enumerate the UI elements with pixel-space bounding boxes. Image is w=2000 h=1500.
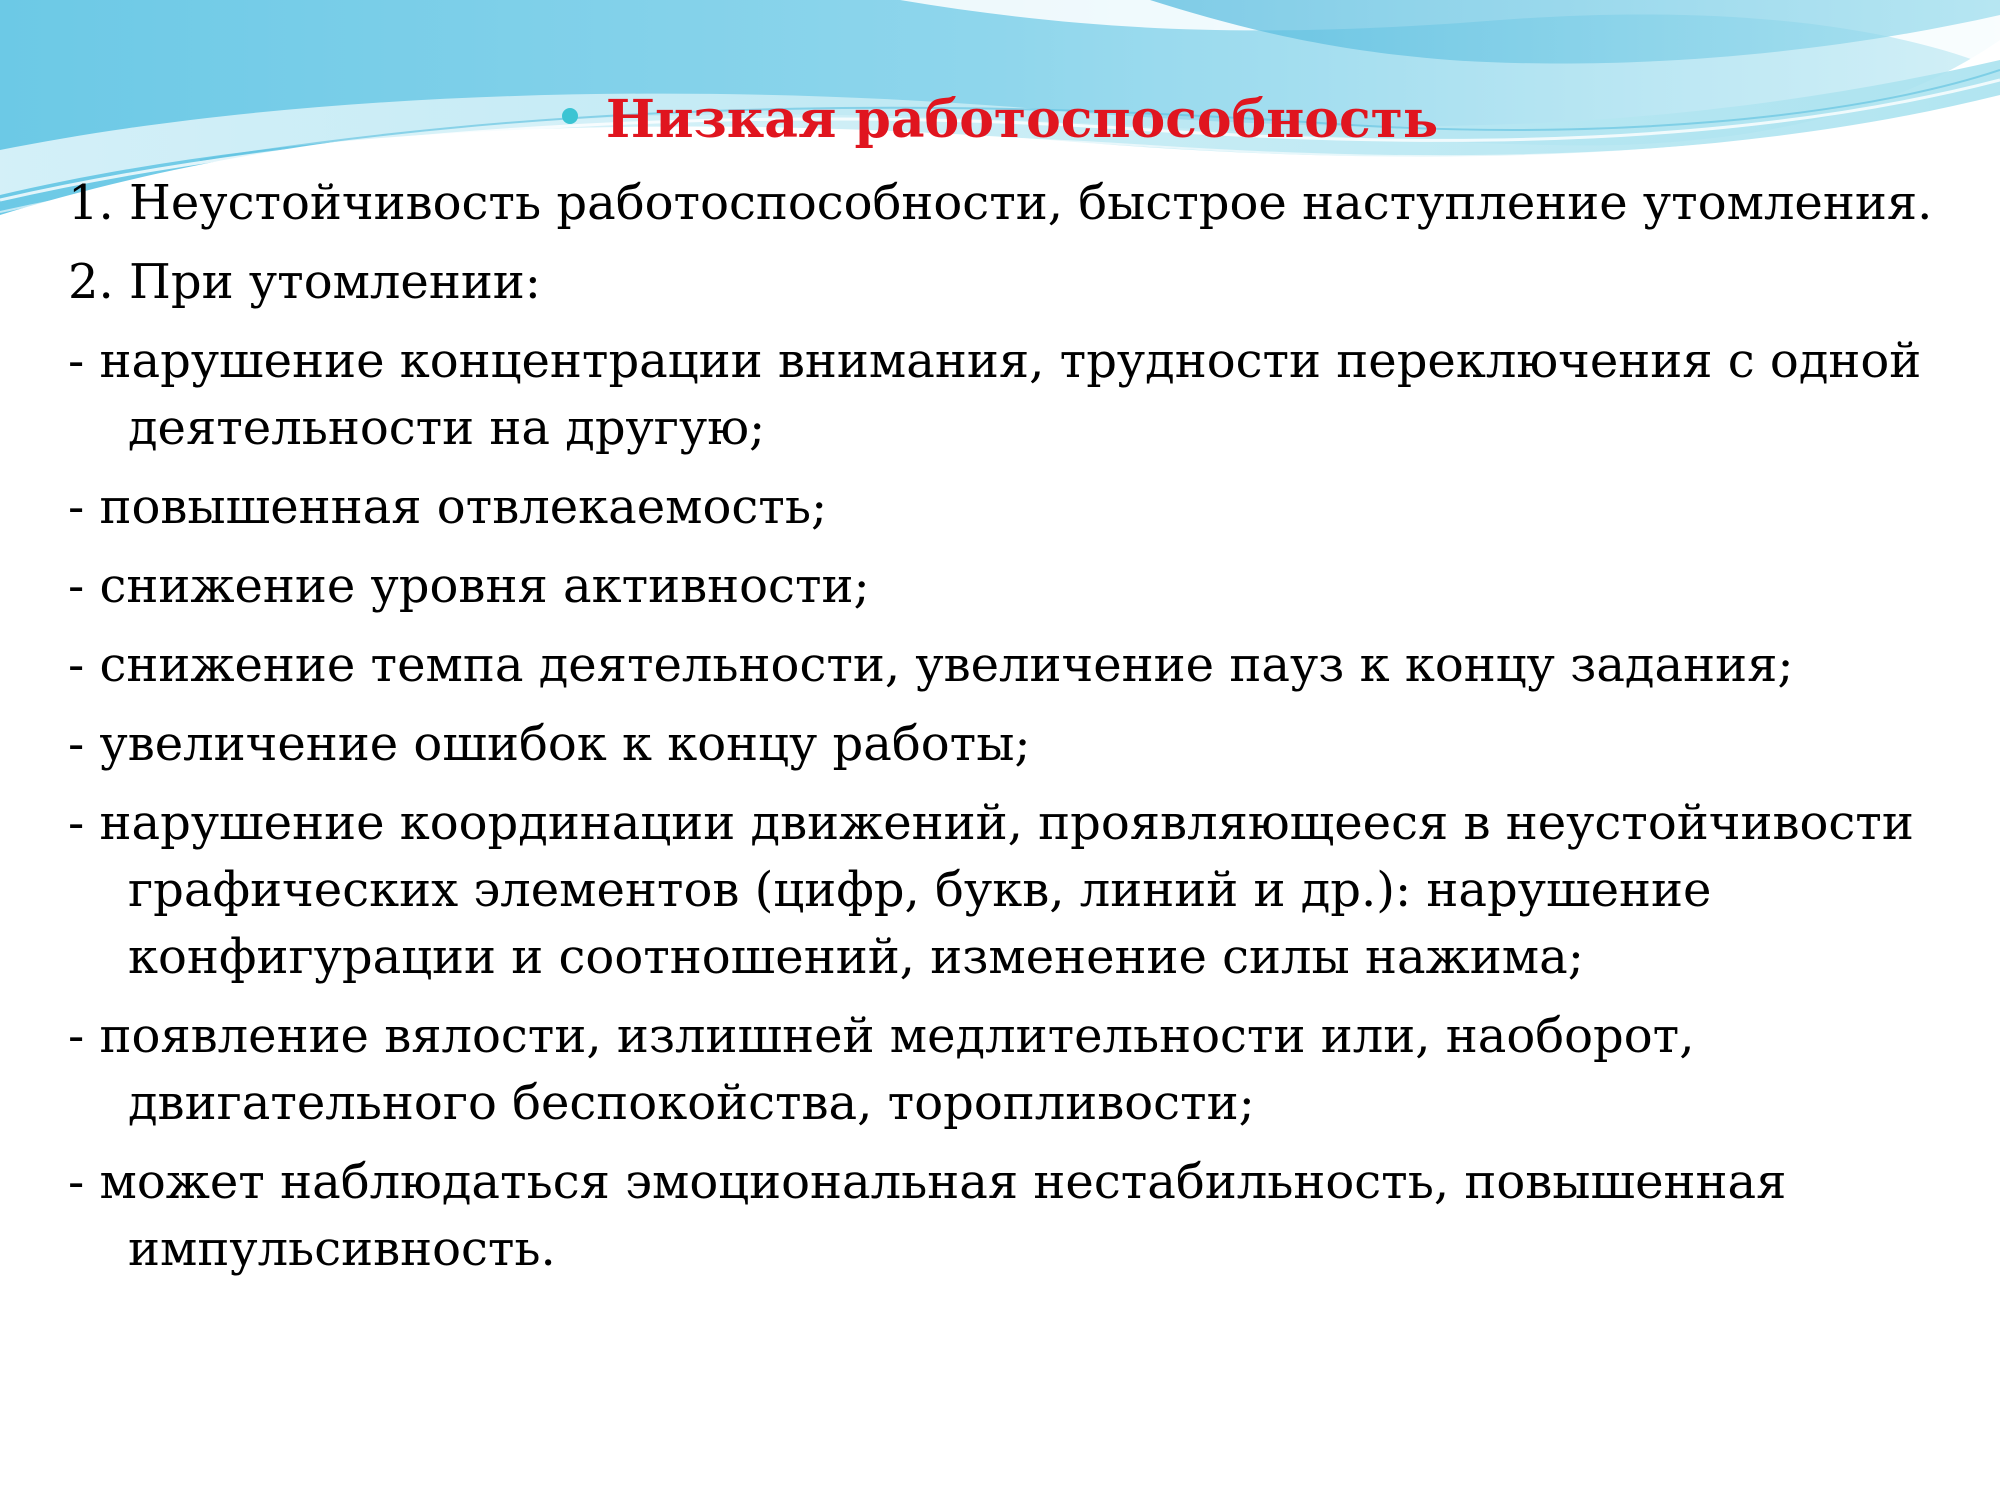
list-item: 2. При утомлении: bbox=[68, 254, 541, 310]
list-item: 1. Неустойчивость работоспособности, быстрое наступление утомления. bbox=[68, 175, 1933, 231]
list-item: - снижение темпа деятельности, увеличение пауз к концу задания; bbox=[68, 637, 1794, 693]
list-item: - снижение уровня активности; bbox=[68, 558, 870, 614]
list-item: - может наблюдаться эмоциональная нестабильность, повышенная импульсивность. bbox=[68, 1154, 1787, 1277]
slide-title: Низкая работоспособность bbox=[605, 89, 1439, 150]
list-item: - повышенная отвлекаемость; bbox=[68, 479, 828, 535]
slide-title-row bbox=[0, 84, 2000, 156]
list-item: - появление вялости, излишней медлительности или, наоборот, двигательного беспокойства, торопливости; bbox=[68, 1008, 1695, 1131]
slide-body bbox=[68, 170, 1948, 1295]
round-bullet-icon bbox=[562, 108, 578, 124]
list-item: - нарушение концентрации внимания, трудности переключения с одной деятельности на другую; bbox=[68, 333, 1922, 456]
list-item: - нарушение координации движений, проявляющееся в неустойчивости графических элементов (цифр, букв, линий и др.): нарушение конфигурации и соотношений, изменение силы нажима; bbox=[68, 795, 1914, 985]
list-item: - увеличение ошибок к концу работы; bbox=[68, 716, 1031, 772]
